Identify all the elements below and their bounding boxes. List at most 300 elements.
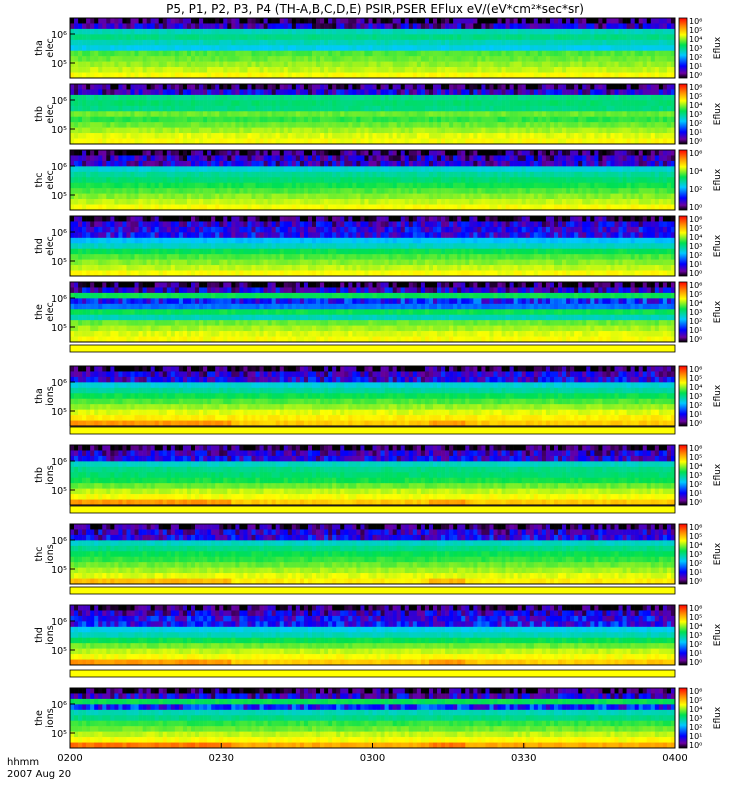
spectrogram-bin <box>348 56 352 62</box>
spectrogram-bin <box>610 51 614 57</box>
spectrogram-bin <box>485 51 489 57</box>
spectrogram-bin <box>360 29 364 35</box>
spectrogram-bin <box>590 117 594 123</box>
spectrogram-bin <box>469 45 473 51</box>
spectrogram-bin <box>397 29 401 35</box>
spectrogram-bin <box>562 56 566 62</box>
spectrogram-bin <box>405 23 409 29</box>
spectrogram-bin <box>558 51 562 57</box>
spectrogram-bin <box>623 40 627 46</box>
spectrogram-bin <box>235 23 239 29</box>
spectrogram-bin <box>498 84 502 90</box>
spectrogram-bin <box>356 45 360 51</box>
spectrogram-bin <box>82 40 86 46</box>
spectrogram-bin <box>667 18 671 24</box>
spectrogram-bin <box>485 111 489 117</box>
spectrogram-bin <box>413 95 417 101</box>
spectrogram-bin <box>461 95 465 101</box>
spectrogram-bin <box>272 95 276 101</box>
spectrogram-bin <box>252 128 256 134</box>
spectrogram-bin <box>461 128 465 134</box>
spectrogram-bin <box>195 84 199 90</box>
spectrogram-bin <box>498 89 502 95</box>
spectrogram-bin <box>639 73 643 79</box>
spectrogram-bin <box>610 95 614 101</box>
spectrogram-bin <box>199 122 203 128</box>
spectrogram-bin <box>171 111 175 117</box>
spectrogram-bin <box>449 18 453 24</box>
spectrogram-bin <box>437 73 441 79</box>
spectrogram-bin <box>364 40 368 46</box>
spectrogram-bin <box>574 84 578 90</box>
spectrogram-bin <box>268 34 272 40</box>
spectrogram-bin <box>300 100 304 106</box>
spectrogram-bin <box>114 106 118 112</box>
spectrogram-bin <box>328 51 332 57</box>
spectrogram-bin <box>429 73 433 79</box>
spectrogram-bin <box>473 56 477 62</box>
spectrogram-bin <box>171 106 175 112</box>
spectrogram-bin <box>610 117 614 123</box>
spectrogram-bin <box>356 73 360 79</box>
spectrogram-bin <box>518 73 522 79</box>
spectrogram-bin <box>590 51 594 57</box>
spectrogram-bin <box>550 29 554 35</box>
spectrogram-bin <box>195 67 199 73</box>
spectrogram-bin <box>651 95 655 101</box>
spectrogram-bin <box>171 117 175 123</box>
spectrogram-bin <box>550 62 554 68</box>
spectrogram-bin <box>292 95 296 101</box>
spectrogram-bin <box>78 73 82 79</box>
spectrogram-bin <box>477 34 481 40</box>
spectrogram-bin <box>151 18 155 24</box>
spectrogram-bin <box>191 40 195 46</box>
spectrogram-bin <box>542 62 546 68</box>
spectrogram-bin <box>643 51 647 57</box>
spectrogram-bin <box>506 29 510 35</box>
spectrogram-bin <box>260 62 264 68</box>
spectrogram-bin <box>159 45 163 51</box>
spectrogram-bin <box>215 62 219 68</box>
y-tick-label: 10⁵ <box>51 191 67 202</box>
spectrogram-bin <box>586 111 590 117</box>
spectrogram-bin <box>106 62 110 68</box>
spectrogram-bin <box>316 67 320 73</box>
spectrogram-bin <box>272 29 276 35</box>
spectrogram-bin <box>304 40 308 46</box>
spectrogram-bin <box>639 89 643 95</box>
spectrogram-bin <box>562 95 566 101</box>
spectrogram-bin <box>578 122 582 128</box>
spectrogram-bin <box>131 34 135 40</box>
spectrogram-bin <box>586 117 590 123</box>
colorbar-tick-label: 10¹ <box>689 128 702 137</box>
spectrogram-bin <box>550 67 554 73</box>
spectrogram-bin <box>308 84 312 90</box>
spectrogram-bin <box>643 128 647 134</box>
spectrogram-bin <box>191 51 195 57</box>
spectrogram-bin <box>647 29 651 35</box>
spectrogram-bin <box>94 18 98 24</box>
spectrogram-bin <box>203 40 207 46</box>
spectrogram-bin <box>606 45 610 51</box>
spectrogram-bin <box>373 111 377 117</box>
spectrogram-bin <box>223 62 227 68</box>
spectrogram-bin <box>623 18 627 24</box>
spectrogram-bin <box>247 40 251 46</box>
panel-species-label: elec <box>45 38 56 58</box>
spectrogram-bin <box>655 84 659 90</box>
spectrogram-bin <box>296 23 300 29</box>
spectrogram-bin <box>332 34 336 40</box>
spectrogram-bin <box>413 67 417 73</box>
spectrogram-bin <box>126 62 130 68</box>
spectrogram-bin <box>477 56 481 62</box>
spectrogram-bin <box>602 40 606 46</box>
spectrogram-bin <box>502 128 506 134</box>
spectrogram-bin <box>90 100 94 106</box>
spectrogram-bin <box>602 122 606 128</box>
spectrogram-bin <box>667 51 671 57</box>
spectrogram-bin <box>522 95 526 101</box>
spectrogram-bin <box>578 51 582 57</box>
spectrogram-bin <box>538 73 542 79</box>
spectrogram-bin <box>360 56 364 62</box>
spectrogram-bin <box>619 117 623 123</box>
spectrogram-bin <box>373 34 377 40</box>
spectrogram-bin <box>308 67 312 73</box>
spectrogram-bin <box>147 18 151 24</box>
spectrogram-bin <box>175 128 179 134</box>
spectrogram-bin <box>429 122 433 128</box>
spectrogram-bin <box>260 106 264 112</box>
spectrogram-bin <box>385 29 389 35</box>
spectrogram-bin <box>538 84 542 90</box>
spectrogram-bin <box>619 40 623 46</box>
spectrogram-bin <box>554 29 558 35</box>
spectrogram-bin <box>316 40 320 46</box>
spectrogram-bin <box>554 100 558 106</box>
spectrogram-bin <box>147 89 151 95</box>
spectrogram-bin <box>538 128 542 134</box>
spectrogram-bin <box>526 34 530 40</box>
spectrogram-bin <box>377 62 381 68</box>
spectrogram-bin <box>110 34 114 40</box>
spectrogram-bin <box>558 40 562 46</box>
spectrogram-bin <box>445 84 449 90</box>
spectrogram-bin <box>102 111 106 117</box>
spectrogram-bin <box>312 23 316 29</box>
spectrogram-bin <box>126 56 130 62</box>
spectrogram-bin <box>385 100 389 106</box>
spectrogram-bin <box>566 62 570 68</box>
spectrogram-bin <box>473 67 477 73</box>
spectrogram-bin <box>94 40 98 46</box>
spectrogram-bin <box>276 84 280 90</box>
spectrogram-bin <box>643 34 647 40</box>
spectrogram-bin <box>558 128 562 134</box>
spectrogram-bin <box>566 56 570 62</box>
spectrogram-bin <box>506 89 510 95</box>
spectrogram-bin <box>223 111 227 117</box>
spectrogram-bin <box>280 67 284 73</box>
spectrogram-bin <box>619 56 623 62</box>
spectrogram-bin <box>98 100 102 106</box>
spectrogram-bin <box>320 84 324 90</box>
spectrogram-bin <box>139 18 143 24</box>
spectrogram-bin <box>562 29 566 35</box>
spectrogram-bin <box>437 29 441 35</box>
spectrogram-bin <box>417 89 421 95</box>
spectrogram-bin <box>102 106 106 112</box>
spectrogram-bin <box>102 18 106 24</box>
spectrogram-bin <box>590 84 594 90</box>
spectrogram-bin <box>381 18 385 24</box>
spectrogram-bin <box>227 73 231 79</box>
spectrogram-bin <box>90 73 94 79</box>
spectrogram-bin <box>586 67 590 73</box>
spectrogram-bin <box>94 128 98 134</box>
spectrogram-bin <box>219 23 223 29</box>
spectrogram-bin <box>175 73 179 79</box>
spectrogram-bin <box>332 40 336 46</box>
spectrogram-bin <box>393 73 397 79</box>
spectrogram-bin <box>147 73 151 79</box>
spectrogram-bin <box>300 45 304 51</box>
spectrogram-bin <box>155 95 159 101</box>
spectrogram-bin <box>526 56 530 62</box>
spectrogram-bin <box>247 29 251 35</box>
spectrogram-bin <box>510 45 514 51</box>
spectrogram-bin <box>239 40 243 46</box>
spectrogram-bin <box>461 45 465 51</box>
spectrogram-bin <box>288 89 292 95</box>
spectrogram-bin <box>348 29 352 35</box>
spectrogram-bin <box>465 67 469 73</box>
spectrogram-bin <box>256 95 260 101</box>
spectrogram-bin <box>316 73 320 79</box>
spectrogram-bin <box>151 34 155 40</box>
spectrogram-bin <box>594 95 598 101</box>
spectrogram-bin <box>405 95 409 101</box>
spectrogram-bin <box>659 111 663 117</box>
spectrogram-bin <box>433 23 437 29</box>
spectrogram-bin <box>619 45 623 51</box>
spectrogram-bin <box>502 45 506 51</box>
spectrogram-bin <box>191 128 195 134</box>
spectrogram-bin <box>606 128 610 134</box>
spectrogram-bin <box>352 73 356 79</box>
spectrogram-bin <box>243 67 247 73</box>
spectrogram-bin <box>457 95 461 101</box>
spectrogram-bin <box>506 34 510 40</box>
spectrogram-bin <box>417 106 421 112</box>
spectrogram-bin <box>332 128 336 134</box>
spectrogram-bin <box>360 62 364 68</box>
spectrogram-bin <box>522 89 526 95</box>
spectrogram-bin <box>550 84 554 90</box>
spectrogram-bin <box>364 117 368 123</box>
spectrogram-bin <box>106 111 110 117</box>
spectrogram-bin <box>481 51 485 57</box>
spectrogram-bin <box>276 95 280 101</box>
spectrogram-bin <box>147 111 151 117</box>
spectrogram-bin <box>126 128 130 134</box>
spectrogram-bin <box>268 51 272 57</box>
spectrogram-bin <box>272 62 276 68</box>
spectrogram-bin <box>203 84 207 90</box>
spectrogram-bin <box>272 23 276 29</box>
spectrogram-bin <box>348 122 352 128</box>
spectrogram-bin <box>457 133 461 139</box>
spectrogram-bin <box>489 133 493 139</box>
spectrogram-bin <box>377 34 381 40</box>
spectrogram-bin <box>308 18 312 24</box>
spectrogram-bin <box>82 29 86 35</box>
spectrogram-bin <box>510 117 514 123</box>
spectrogram-bin <box>167 122 171 128</box>
spectrogram-bin <box>534 117 538 123</box>
spectrogram-bin <box>256 128 260 134</box>
spectrogram-bin <box>417 40 421 46</box>
spectrogram-bin <box>356 100 360 106</box>
spectrogram-bin <box>606 122 610 128</box>
spectrogram-bin <box>159 128 163 134</box>
spectrogram-bin <box>260 40 264 46</box>
spectrogram-bin <box>655 106 659 112</box>
spectrogram-bin <box>284 95 288 101</box>
spectrogram-bin <box>272 133 276 139</box>
spectrogram-bin <box>276 29 280 35</box>
spectrogram-bin <box>489 89 493 95</box>
spectrogram-bin <box>243 95 247 101</box>
spectrogram-bin <box>623 56 627 62</box>
spectrogram-bin <box>352 23 356 29</box>
spectrogram-bin <box>106 23 110 29</box>
spectrogram-bin <box>167 45 171 51</box>
spectrogram-bin <box>272 106 276 112</box>
spectrogram-bin <box>167 111 171 117</box>
spectrogram-bin <box>401 122 405 128</box>
spectrogram-bin <box>292 34 296 40</box>
spectrogram-bin <box>377 106 381 112</box>
spectrogram-bin <box>615 106 619 112</box>
spectrogram-bin <box>300 67 304 73</box>
spectrogram-bin <box>211 56 215 62</box>
spectrogram-bin <box>135 34 139 40</box>
spectrogram-bin <box>647 67 651 73</box>
spectrogram-bin <box>135 29 139 35</box>
spectrogram-bin <box>70 111 74 117</box>
spectrogram-bin <box>639 67 643 73</box>
spectrogram-bin <box>663 29 667 35</box>
spectrogram-bin <box>300 56 304 62</box>
spectrogram-bin <box>453 128 457 134</box>
spectrogram-bin <box>348 111 352 117</box>
spectrogram-bin <box>590 89 594 95</box>
spectrogram-bin <box>566 73 570 79</box>
spectrogram-bin <box>308 45 312 51</box>
spectrogram-bin <box>98 23 102 29</box>
spectrogram-bin <box>171 51 175 57</box>
spectrogram-bin <box>401 18 405 24</box>
spectrogram-bin <box>114 23 118 29</box>
spectrogram-bin <box>90 45 94 51</box>
spectrogram-bin <box>433 40 437 46</box>
spectrogram-bin <box>82 95 86 101</box>
spectrogram-bin <box>586 106 590 112</box>
spectrogram-bin <box>494 133 498 139</box>
spectrogram-bin <box>364 133 368 139</box>
spectrogram-bin <box>377 29 381 35</box>
spectrogram-bin <box>659 34 663 40</box>
spectrogram-bin <box>316 56 320 62</box>
spectrogram-bin <box>344 18 348 24</box>
spectrogram-bin <box>413 29 417 35</box>
spectrogram-bin <box>356 89 360 95</box>
spectrogram-bin <box>389 117 393 123</box>
spectrogram-bin <box>106 106 110 112</box>
spectrogram-bin <box>619 23 623 29</box>
spectrogram-bin <box>550 95 554 101</box>
spectrogram-bin <box>377 128 381 134</box>
spectrogram-bin <box>368 95 372 101</box>
spectrogram-bin <box>135 133 139 139</box>
spectrogram-bin <box>518 62 522 68</box>
spectrogram-bin <box>86 67 90 73</box>
spectrogram-bin <box>94 34 98 40</box>
spectrogram-bin <box>534 89 538 95</box>
spectrogram-bin <box>135 18 139 24</box>
spectrogram-bin <box>610 45 614 51</box>
spectrogram-bin <box>163 100 167 106</box>
spectrogram-bin <box>542 23 546 29</box>
spectrogram-bin <box>247 73 251 79</box>
spectrogram-bin <box>663 51 667 57</box>
spectrogram-bin <box>268 56 272 62</box>
spectrogram-bin <box>135 100 139 106</box>
spectrogram-bin <box>98 106 102 112</box>
spectrogram-bin <box>647 23 651 29</box>
spectrogram-bin <box>582 117 586 123</box>
spectrogram-bin <box>473 89 477 95</box>
spectrogram-bin <box>74 117 78 123</box>
spectrogram-bin <box>631 18 635 24</box>
spectrogram-bin <box>530 122 534 128</box>
spectrogram-bin <box>558 100 562 106</box>
spectrogram-bin <box>417 56 421 62</box>
spectrogram-bin <box>465 111 469 117</box>
spectrogram-bin <box>135 45 139 51</box>
spectrogram-bin <box>574 100 578 106</box>
spectrogram-bin <box>485 100 489 106</box>
spectrogram-bin <box>417 111 421 117</box>
spectrogram-bin <box>546 56 550 62</box>
spectrogram-bin <box>546 51 550 57</box>
spectrogram-bin <box>336 40 340 46</box>
spectrogram-bin <box>183 84 187 90</box>
spectrogram-bin <box>171 67 175 73</box>
panel-id-label: thc <box>34 173 45 188</box>
spectrogram-bin <box>296 100 300 106</box>
spectrogram-bin <box>542 40 546 46</box>
spectrogram-bin <box>465 51 469 57</box>
spectrogram-bin <box>199 100 203 106</box>
spectrogram-bin <box>243 34 247 40</box>
spectrogram-bin <box>377 111 381 117</box>
spectrogram-bin <box>118 51 122 57</box>
